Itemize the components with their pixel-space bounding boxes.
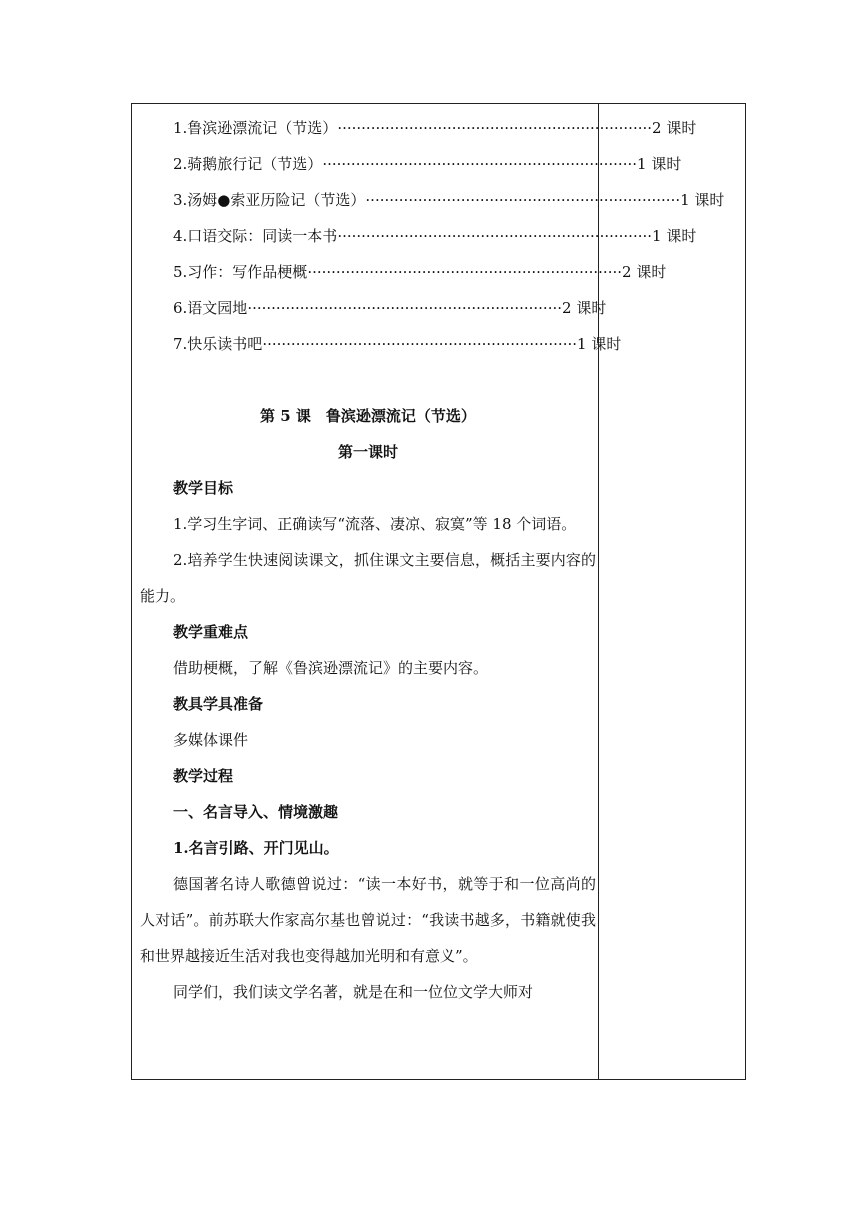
toc-leader-dots: ·································································· [307, 263, 623, 281]
toc-item [140, 146, 682, 182]
spacer [140, 362, 596, 398]
toc-leader-dots: ·································································· [322, 155, 638, 173]
lesson-plan-content [140, 110, 725, 1010]
toc-item-title: 1.鲁滨逊漂流记（节选） [173, 119, 338, 137]
body-paragraph: 德国著名诗人歌德曾说过：“读一本好书，就等于和一位高尚的人对话”。前苏联大作家高尔基也曾说过：“我读书越多，书籍就使我和世界越接近生活对我也变得越加光明和有意义”。 [140, 875, 596, 965]
toc-item-title: 2.骑鹅旅行记（节选） [173, 155, 323, 173]
section-heading: 一、名言导入、情境激趣 [173, 803, 339, 821]
toc-item [140, 182, 725, 218]
toc-item [140, 254, 667, 290]
goal-item: 1.学习生字词、正确读写“流落、凄凉、寂寞”等 18 个词语。 [173, 515, 577, 533]
body-paragraph: 同学们，我们读文学名著，就是在和一位位文学大师对 [173, 983, 534, 1001]
key-points-text: 借助梗概，了解《鲁滨逊漂流记》的主要内容。 [173, 659, 489, 677]
toc-list [140, 110, 725, 362]
toc-leader-dots: ·································································· [337, 227, 653, 245]
toc-item [140, 290, 607, 326]
toc-item-title: 3.汤姆●索亚历险记（节选） [173, 191, 366, 209]
lesson-period: 第一课时 [337, 443, 398, 461]
key-points-heading: 教学重难点 [173, 623, 249, 641]
prep-text: 多媒体课件 [173, 731, 249, 749]
toc-item-hours: 2 课时 [562, 299, 607, 317]
toc-leader-dots: ·································································· [262, 335, 578, 353]
toc-item [140, 326, 622, 362]
prep-heading: 教具学具准备 [173, 695, 264, 713]
toc-item-hours: 1 课时 [637, 155, 682, 173]
toc-item [140, 110, 697, 146]
toc-item-hours: 1 课时 [680, 191, 725, 209]
toc-item-title: 7.快乐读书吧 [173, 335, 263, 353]
lesson-title: 第 5 课 鲁滨逊漂流记（节选） [260, 407, 476, 425]
step-heading: 1.名言引路、开门见山。 [173, 839, 339, 857]
goal-item: 2.培养学生快速阅读课文，抓住课文主要信息，概括主要内容的能力。 [140, 551, 596, 605]
toc-item-hours: 1 课时 [652, 227, 697, 245]
toc-item [140, 218, 697, 254]
toc-item-title: 4.口语交际：同读一本书 [173, 227, 338, 245]
toc-item-hours: 2 课时 [622, 263, 667, 281]
process-heading: 教学过程 [173, 767, 234, 785]
toc-item-hours: 2 课时 [652, 119, 697, 137]
toc-leader-dots: ·································································· [247, 299, 563, 317]
toc-leader-dots: ·································································· [365, 191, 681, 209]
toc-item-title: 5.习作：写作品梗概 [173, 263, 308, 281]
toc-leader-dots: ·································································· [337, 119, 653, 137]
toc-item-hours: 1 课时 [577, 335, 622, 353]
toc-item-title: 6.语文园地 [173, 299, 248, 317]
goals-heading: 教学目标 [173, 479, 234, 497]
